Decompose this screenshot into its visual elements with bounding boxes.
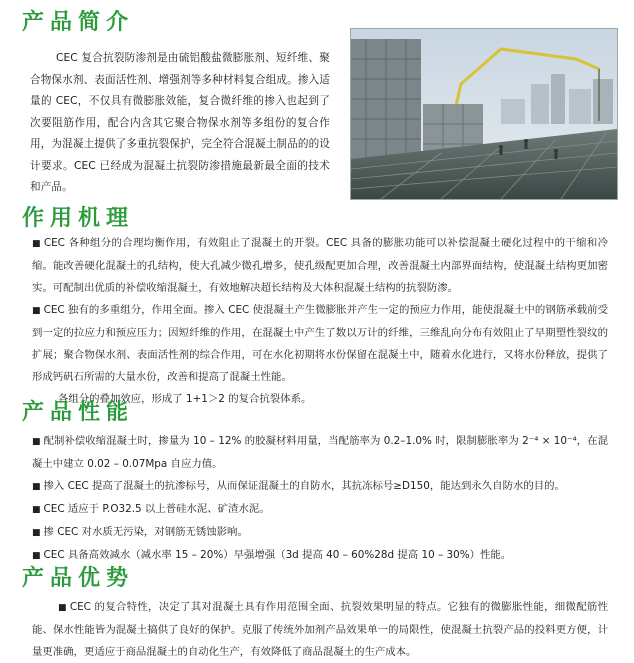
bullet-square-icon: ■ (32, 306, 41, 316)
advantages-text: CEC 的复合特性，决定了其对混凝土具有作用范围全面、抗裂效果明显的特点。它独有的微膨胀性能，细微配筋性能、保水性能皆为混凝土搞供了良好的保护。克服了传统外加剂产品效果单一的局限性，使混凝土抗裂产品的投料更方便，计量更准确，更适应于商品混凝土的自动化生产，有效降低了商品混凝土的生产成本。 (32, 601, 608, 658)
performance-item-1 (32, 430, 608, 475)
mechanism-text-1: CEC 各种组分的合理均衡作用，有效阻止了混凝土的开裂。CEC 具备的膨胀功能可以补偿混凝土硬化过程中的干缩和冷缩。能改善硬化混凝土的孔结构，使大孔减少微孔增多，使孔级配更加合理，改善混凝土内部界面结构，使混凝土结构更加密实。可配制出优质的补偿收缩混凝土，有效地解决超长结构及大体积混凝土结构的抗裂防渗。 (32, 237, 608, 294)
advantages-paragraph (32, 596, 608, 663)
performance-item-4 (32, 521, 608, 544)
performance-text-3: CEC 适应于 P.O32.5 以上普硅水泥、矿渣水泥。 (43, 503, 270, 515)
bullet-square-icon: ■ (32, 551, 41, 561)
bullet-square-icon: ■ (32, 528, 41, 538)
performance-text-1: 配制补偿收缩混凝土时，掺量为 10 – 12% 的胶凝材料用量，当配筋率为 0.2–1.0% 时，限制膨胀率为 2⁻⁴ × 10⁻⁴，在混凝土中建立 0.02 – 0.07Mpa 自应力值。 (32, 435, 608, 470)
mechanism-paragraph-2 (32, 299, 608, 388)
bullet-square-icon: ■ (32, 437, 41, 447)
section-title-mechanism: 作用机理 (22, 206, 135, 231)
mechanism-paragraph-1 (32, 232, 608, 299)
performance-item-2 (32, 475, 608, 498)
product-intro-text: CEC 复合抗裂防渗剂是由硫铝酸盐微膨胀剂、短纤维、聚合物保水剂、表面活性剂、增强剂等多种材料复合组成。掺入适量的 CEC，不仅具有微膨胀效能，复合微纤维的掺入也起到了次要阻筋作用，配合内含其它聚合物保水剂等多组份的复合作用，为混凝土提供了多重抗裂保护，完全符合混凝土制品的的设计要求。CEC 已经成为混凝土抗裂防渗措施最新最全面的技术和产品。 (30, 52, 330, 193)
performance-text-4: 掺 CEC 对水质无污染，对钢筋无锈蚀影响。 (43, 526, 248, 538)
performance-text-2: 掺入 CEC 提高了混凝土的抗渗标号，从而保证混凝土的自防水，其抗冻标号≥D150，能达到永久自防水的目的。 (43, 480, 565, 492)
advantages-body (32, 596, 608, 663)
bullet-square-icon: ■ (58, 603, 67, 613)
section-title-product-intro: 产品简介 (22, 10, 135, 35)
mechanism-paragraph-3: 各组分的叠加效应，形成了 1+1＞2 的复合抗裂体系。 (58, 393, 312, 405)
section-title-performance: 产品性能 (22, 400, 135, 425)
mechanism-text-2: CEC 独有的多重组分，作用全面。掺入 CEC 使混凝土产生微膨胀并产生一定的预应力作用，能使混凝土中的钢筋承载前受到一定的拉应力和预应压力；因短纤维的作用，在混凝土中产生了数以万计的纤维，三维乱向分布有效阻止了早期塑性裂纹的扩展；聚合物保水剂、表面活性剂的综合作用，可在水化初期将水份保留在混凝土中，随着水化进行，又将水份释放，提供了形成钙矾石所需的大量水份，改善和提高了混凝土性能。 (32, 304, 608, 383)
bullet-square-icon: ■ (32, 482, 41, 492)
performance-list (32, 430, 608, 567)
mechanism-body (32, 232, 608, 410)
section-title-advantages: 产品优势 (22, 566, 135, 591)
bullet-square-icon: ■ (32, 505, 41, 515)
performance-item-3 (32, 498, 608, 521)
bullet-square-icon: ■ (32, 239, 41, 249)
construction-site-photo (350, 28, 618, 200)
performance-text-5: CEC 具备高效减水（减水率 15 – 20%）早强增强（3d 提高 40 – 60%28d 提高 10 – 30%）性能。 (43, 549, 512, 561)
performance-item-5 (32, 544, 608, 567)
product-intro-paragraph (30, 48, 330, 199)
